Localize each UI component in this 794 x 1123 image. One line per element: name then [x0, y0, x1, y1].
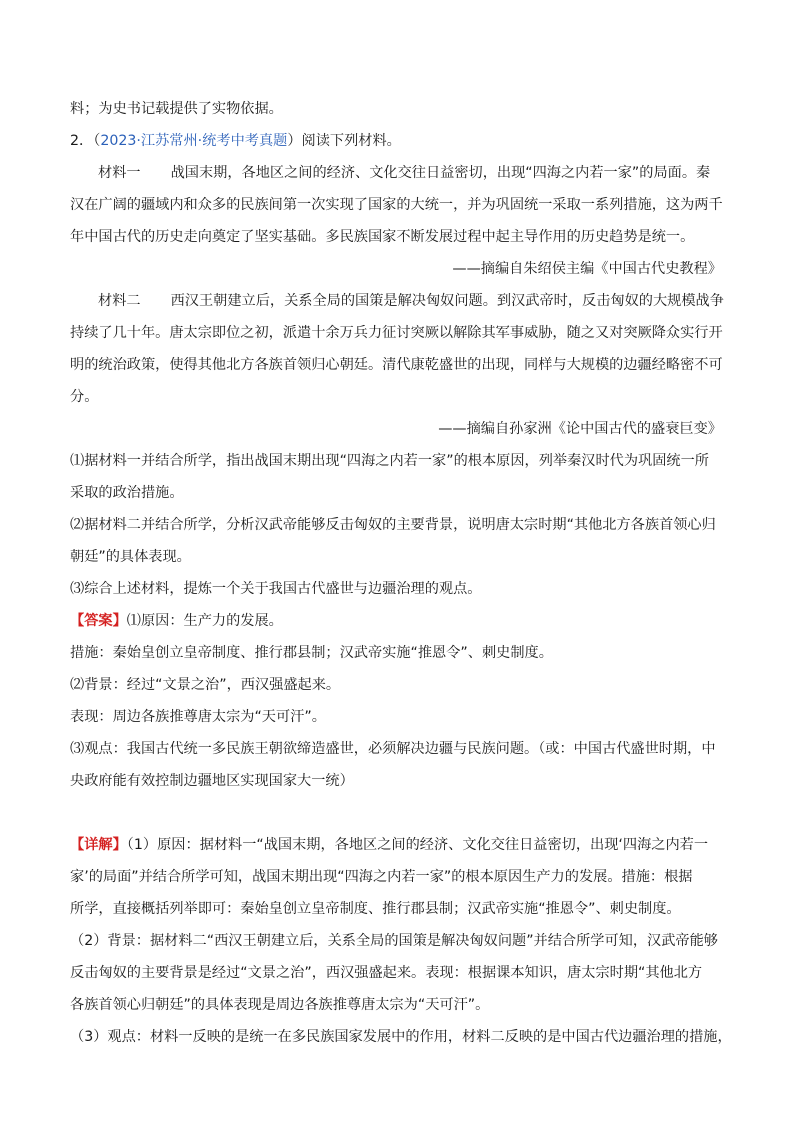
answer-line-5: ⑶观点：我国古代统一多民族王朝欲缔造盛世，必须解决边疆与民族问题。（或：中国古代盛世时期，中 — [70, 741, 716, 757]
source-close-paren: ） — [287, 133, 302, 149]
question-2-line-1: ⑵据材料二并结合所学，分析汉武帝能够反击匈奴的主要背景，说明唐太宗时期“其他北方各族首领心归 — [70, 517, 716, 533]
question-1-line-2: 采取的政治措施。 — [70, 485, 184, 501]
material1-citation: ——摘编自朱绍侯主编《中国古代史教程》 — [452, 261, 722, 277]
material2-line-2: 持续了几十年。唐太宗即位之初，派遣十余万兵力征讨突厥以解除其军事威胁，随之又对突厥降众实行开 — [70, 325, 723, 341]
material2-label: 材料二 — [98, 293, 141, 309]
question-source: 2023·江苏常州·统考中考真题 — [100, 133, 288, 149]
answer-line-1: 【答案】⑴原因：生产力的发展。 — [70, 613, 283, 629]
detail-line-7: （3）观点：材料一反映的是统一在多民族国家发展中的作用，材料二反映的是中国古代边疆治理的措施， — [70, 1029, 732, 1045]
material2-line-1: 材料二 西汉王朝建立后，关系全局的国策是解决匈奴问题。到汉武帝时，反击匈奴的大规模战争 — [98, 293, 724, 309]
question-prompt: 阅读下列材料。 — [301, 133, 401, 149]
question-2-line-2: 朝廷”的具体表现。 — [70, 549, 191, 565]
material2-line-4: 分。 — [70, 389, 99, 405]
material2-citation: ——摘编自孙家洲《论中国古代的盛衰巨变》 — [438, 421, 722, 437]
detail-line-2: 家’的局面”并结合所学可知，战国末期出现“四海之内若一家”的根本原因生产力的发展。措施：根据 — [70, 869, 693, 885]
answer-line-4: 表现：周边各族推尊唐太宗为“天可汗”。 — [70, 709, 326, 725]
answer-line-3: ⑵背景：经过“文景之治”，西汉强盛起来。 — [70, 677, 341, 693]
detail-line-4: （2）背景：据材料二“西汉王朝建立后，关系全局的国策是解决匈奴问题”并结合所学可知，汉武帝能够 — [70, 933, 718, 949]
material1-line-2: 汉在广阔的疆域内和众多的民族间第一次实现了国家的大统一，并为巩固统一采取一系列措施，这为两千 — [70, 197, 723, 213]
question-1-line-1: ⑴据材料一并结合所学，指出战国末期出现“四海之内若一家”的根本原因，列举秦汉时代为巩固统一所 — [70, 453, 709, 469]
answer-line-2: 措施：秦始皇创立皇帝制度、推行郡县制；汉武帝实施“推恩令”、刺史制度。 — [70, 645, 553, 661]
previous-answer-tail: 料；为史书记载提供了实物依据。 — [70, 101, 283, 117]
answer-label: 【答案】 — [70, 613, 127, 629]
material1-label: 材料一 — [98, 165, 141, 181]
detail-line-5: 反击匈奴的主要背景是经过“文景之治”，西汉强盛起来。表现：根据课本知识，唐太宗时期“其他北方 — [70, 965, 703, 981]
detail-label: 【详解】 — [70, 837, 127, 853]
material2-line-3: 明的统治政策，使得其他北方各族首领归心朝廷。清代康乾盛世的出现，同样与大规模的边疆经略密不可 — [70, 357, 723, 373]
material1-line-1: 材料一 战国末期，各地区之间的经济、文化交往日益密切，出现“四海之内若一家”的局面。秦 — [98, 165, 711, 181]
question-header — [70, 131, 401, 151]
detail-line-6: 各族首领心归朝廷”的具体表现是周边各族推尊唐太宗为“天可汗”。 — [70, 997, 490, 1013]
answer-line-6: 央政府能有效控制边疆地区实现国家大一统） — [70, 773, 354, 789]
detail-line-3: 所学，直接概括列举即可：秦始皇创立皇帝制度、推行郡县制；汉武帝实施“推恩令”、刺史制度。 — [70, 901, 681, 917]
detail-line-1: 【详解】（1）原因：据材料一“战国末期，各地区之间的经济、文化交往日益密切，出现‘四海之内若一 — [70, 837, 709, 853]
source-open-paren: （ — [93, 133, 101, 149]
question-number: 2． — [70, 133, 94, 149]
question-3-line-1: ⑶综合上述材料，提炼一个关于我国古代盛世与边疆治理的观点。 — [70, 581, 482, 597]
material1-line-3: 年中国古代的历史走向奠定了坚实基础。多民族国家不断发展过程中起主导作用的历史趋势是统一。 — [70, 229, 695, 245]
